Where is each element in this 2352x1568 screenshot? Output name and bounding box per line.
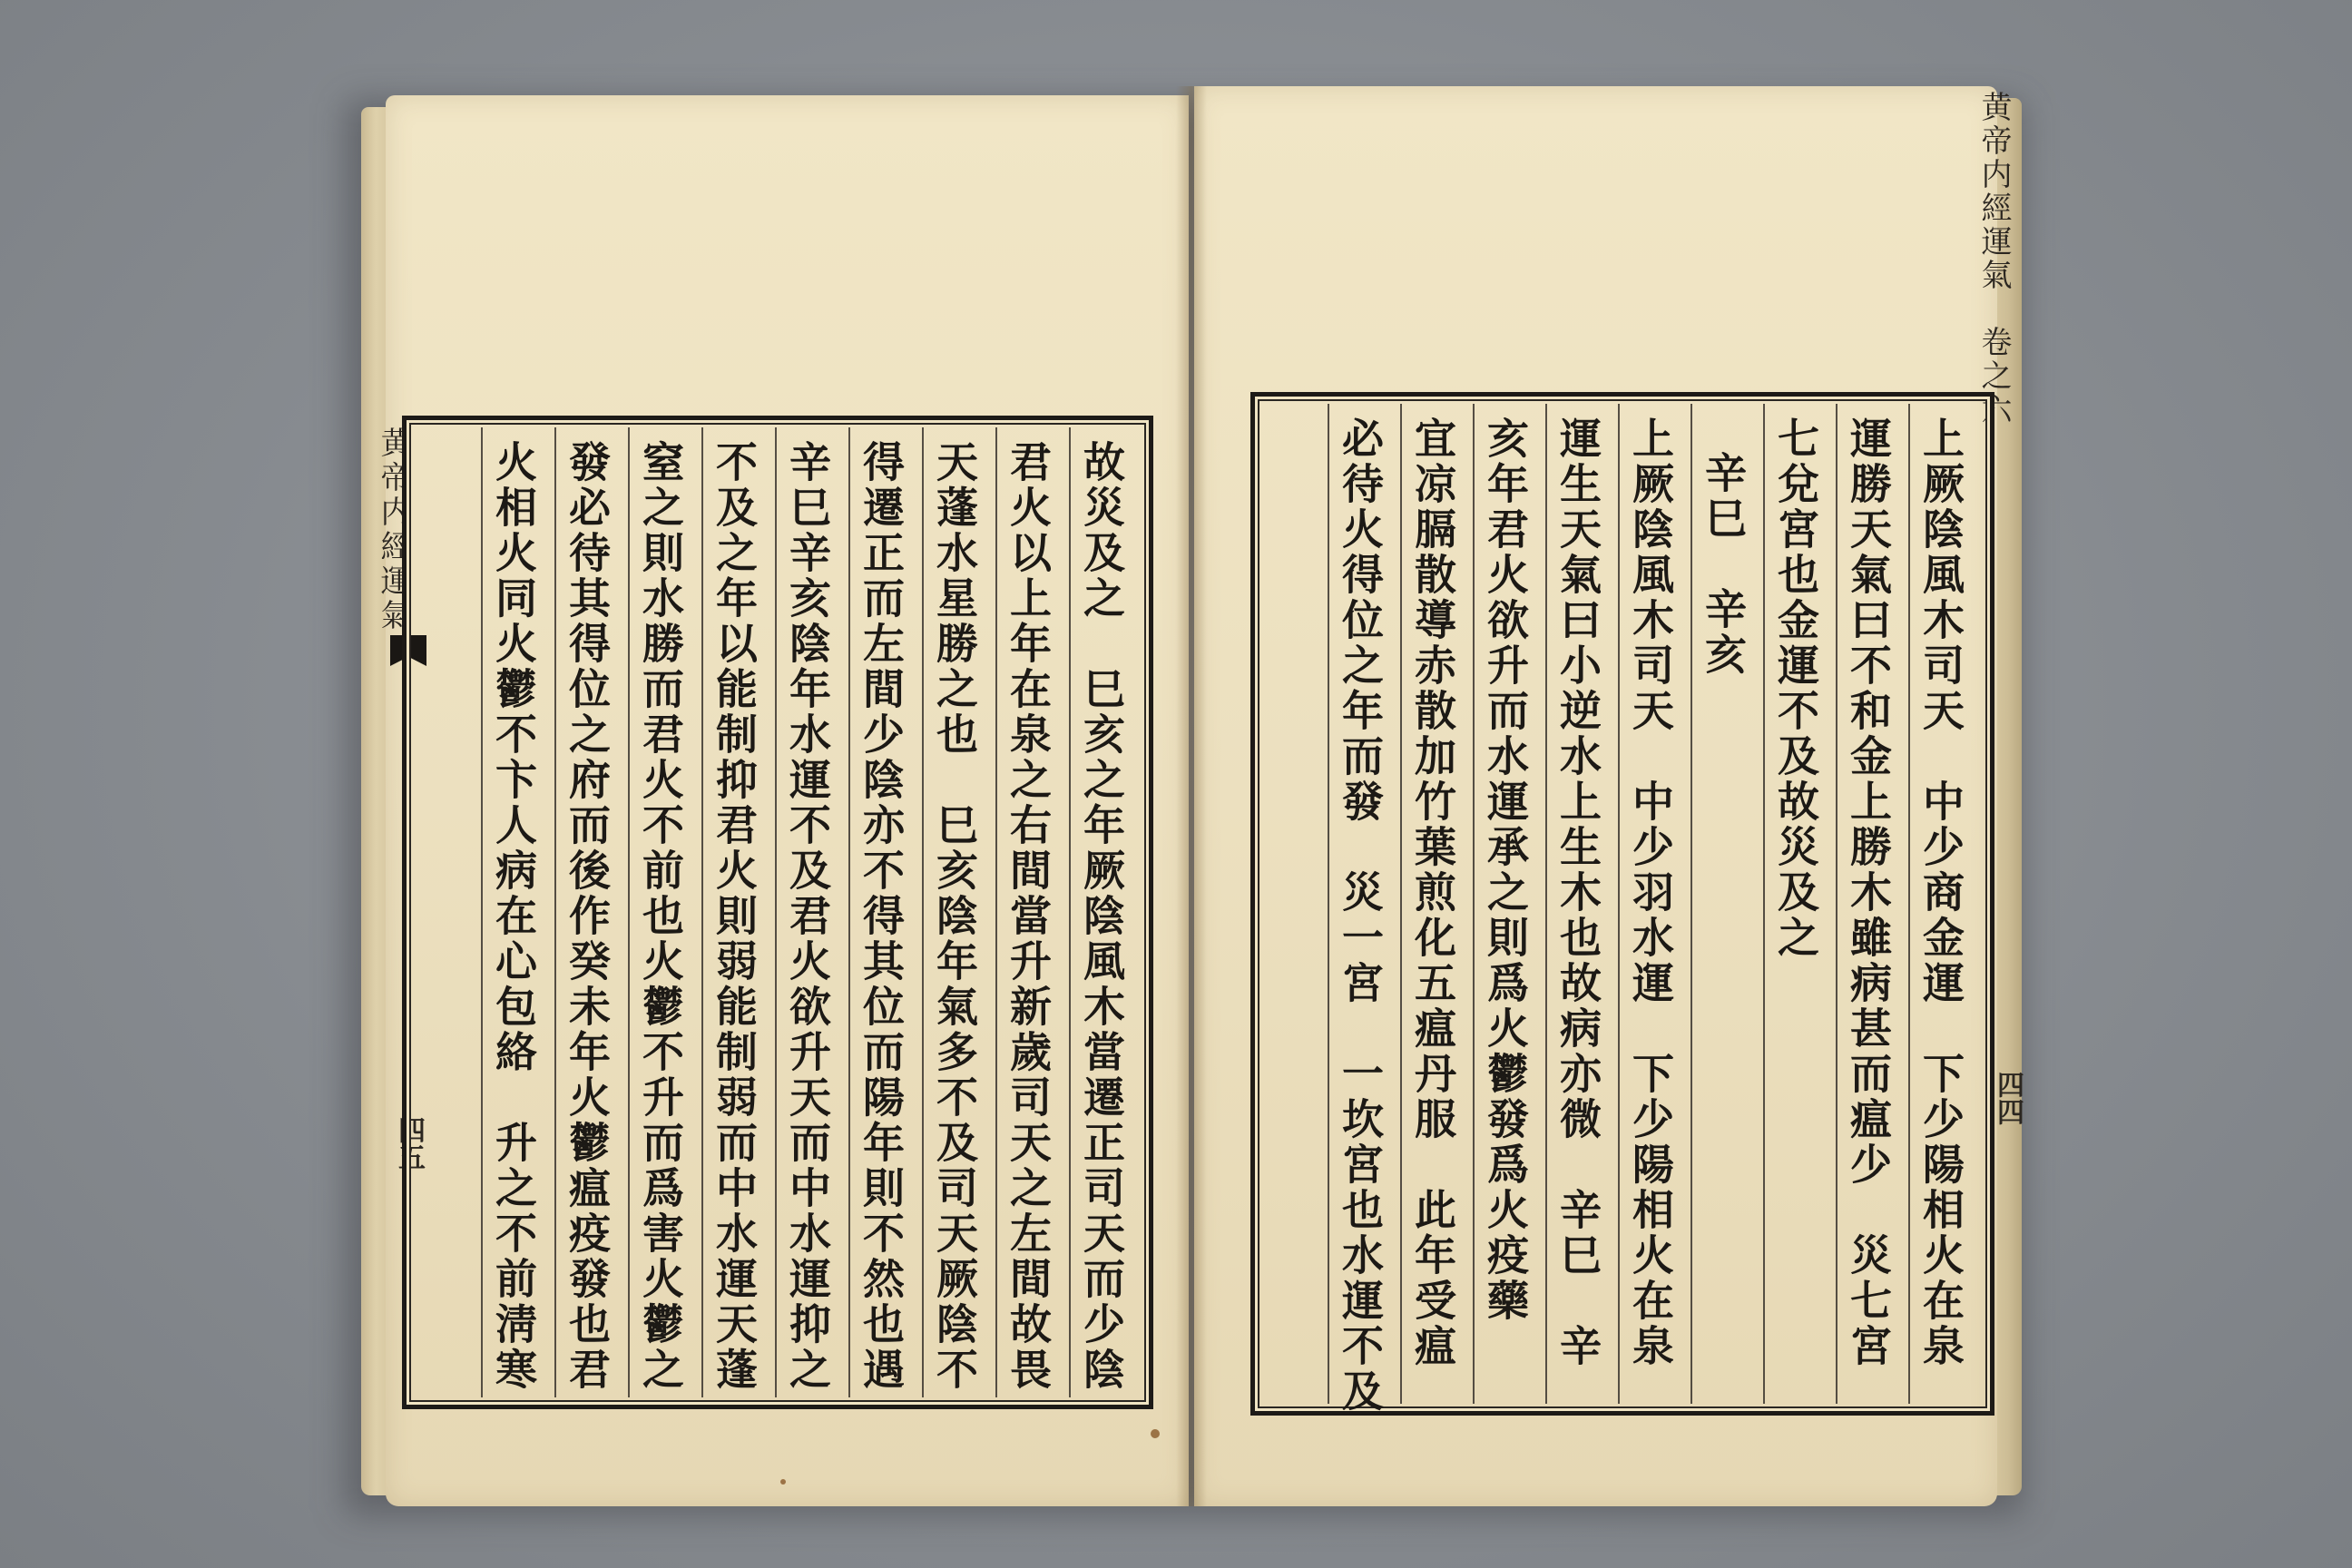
column-rule <box>1400 404 1402 1404</box>
text-column: 窒之則水勝而君火不前也火鬱不升而爲害火鬱之 <box>636 440 685 1393</box>
right-page-folio: 四四 <box>1992 1071 2024 1125</box>
text-column: 上厥陰風木司天 中少羽水運 下少陽相火在泉 <box>1626 416 1675 1369</box>
text-column: 亥年君火欲升而水運承之則爲火鬱發爲火疫藥 <box>1481 416 1530 1324</box>
column-rule <box>1328 404 1329 1404</box>
text-column: 七兌宮也金運不及故災及之 <box>1771 416 1820 961</box>
right-text-block <box>1250 392 1994 1416</box>
text-column: 宜凉膈散導赤散加竹葉煎化五瘟丹服 此年受瘟 <box>1408 416 1457 1369</box>
column-rule <box>701 427 703 1397</box>
text-column: 君火以上年在泉之右間當升新歲司天之左間故畏 <box>1004 440 1053 1393</box>
text-column: 得遷正而左間少陰亦不得其位而陽年則不然也遇 <box>857 440 906 1393</box>
text-column: 辛巳 辛亥 <box>1699 451 1748 678</box>
text-column: 發必待其得位之府而後作癸未年火鬱瘟疫發也君 <box>563 440 612 1393</box>
column-rule <box>922 427 924 1397</box>
right-page-margin-title: 黄帝内經運氣 卷之六 <box>1975 91 2012 426</box>
column-rule <box>1836 404 1838 1404</box>
ink-stain <box>1151 1429 1160 1438</box>
column-rule <box>995 427 997 1397</box>
column-rule <box>1908 404 1910 1404</box>
column-rule <box>1545 404 1547 1404</box>
text-column: 運生天氣曰小逆水上生木也故病亦微 辛巳 辛 <box>1553 416 1602 1369</box>
column-rule <box>1473 404 1475 1404</box>
column-rule <box>1069 427 1071 1397</box>
column-rule <box>1690 404 1692 1404</box>
left-page-folio: 四五 <box>393 1116 425 1171</box>
left-text-block <box>402 416 1153 1409</box>
text-column: 故災及之 巳亥之年厥陰風木當遷正司天而少陰 <box>1077 440 1126 1393</box>
left-page-margin-title: 黄帝内經運氣 <box>375 426 411 633</box>
text-column: 不及之年以能制抑君火則弱能制弱而中水運天蓬 <box>710 440 759 1393</box>
text-column: 運勝天氣曰不和金上勝木雖病甚而瘟少 災七宮 <box>1844 416 1893 1369</box>
text-column: 辛巳辛亥陰年水運不及君火欲升天而中水運抑之 <box>783 440 832 1393</box>
column-rule <box>848 427 850 1397</box>
column-rule <box>775 427 777 1397</box>
book-gutter <box>1176 86 1207 1506</box>
column-rule <box>1618 404 1620 1404</box>
column-rule <box>628 427 630 1397</box>
column-rule <box>554 427 556 1397</box>
column-rule <box>481 427 483 1397</box>
text-column: 上厥陰風木司天 中少商金運 下少陽相火在泉 <box>1916 416 1965 1369</box>
ink-stain <box>780 1479 786 1485</box>
text-column: 必待火得位之年而發 災一宮 一坎宮也水運不及 <box>1336 416 1385 1415</box>
text-column: 天蓬水星勝之也 巳亥陰年氣多不及司天厥陰不 <box>930 440 979 1393</box>
column-rule <box>1763 404 1765 1404</box>
text-column: 火相火同火鬱不卞人病在心包絡 升之不前淸寒 <box>489 440 538 1393</box>
